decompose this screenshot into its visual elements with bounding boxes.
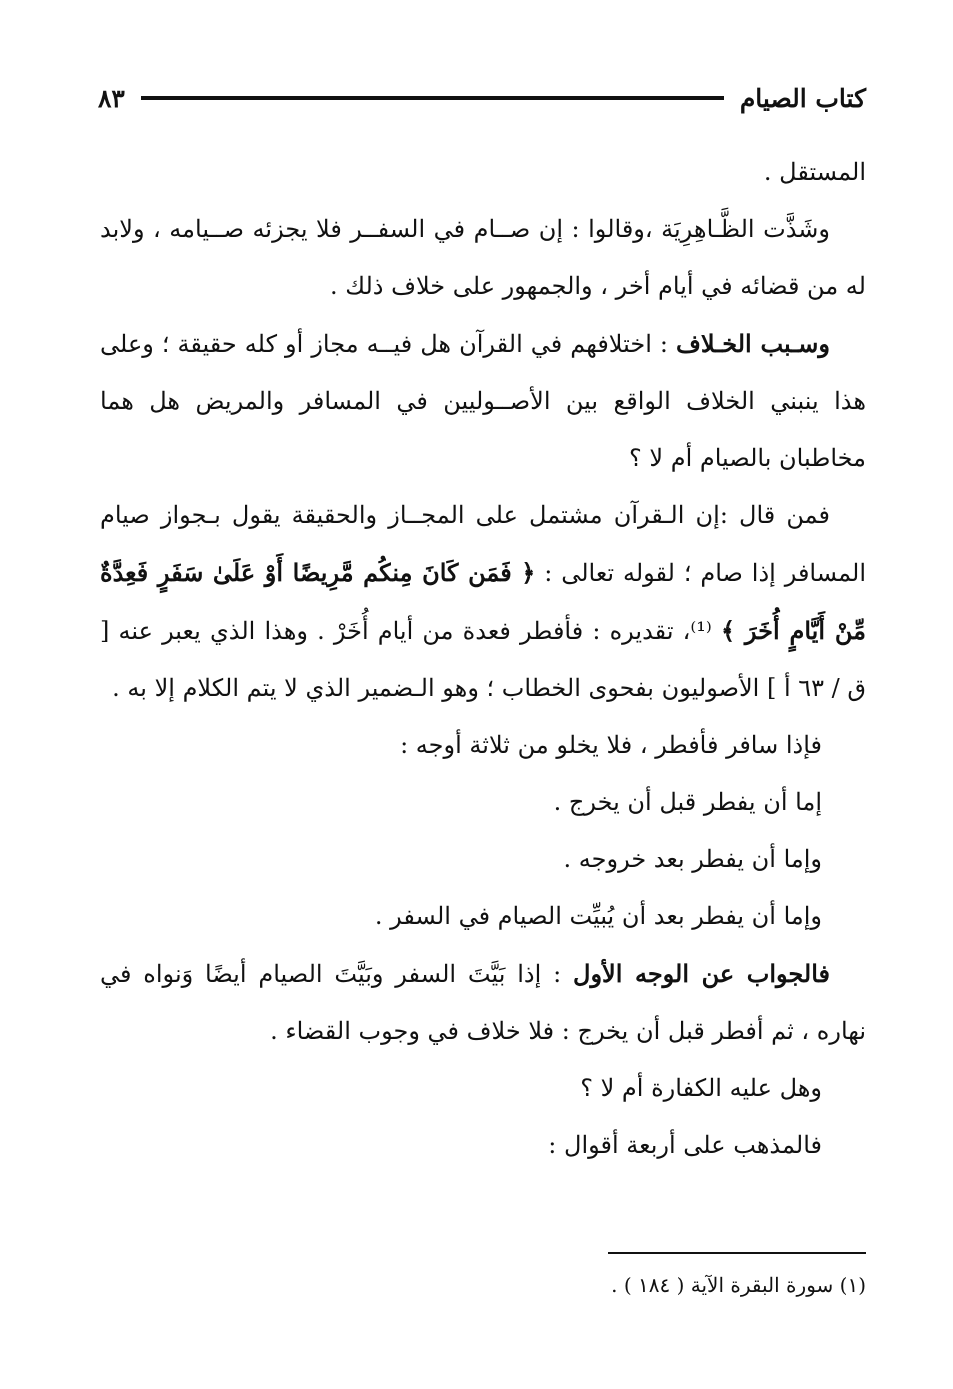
paragraph-cause-of-disagreement bbox=[100, 315, 866, 487]
header-rule bbox=[141, 96, 724, 100]
list-item: إما أن يفطر قبل أن يخرج . bbox=[553, 788, 822, 816]
footnote-rule bbox=[608, 1252, 866, 1254]
paragraph-text: : اختلافهم في القرآن هل فيــه مجاز أو كله حقيقة ؛ وعلى هذا ينبني الخلاف الواقع بين الأصــوليين في المسافر والمريض هل هما مخاطبان بالصيام أم لا ؟ bbox=[100, 330, 866, 472]
paragraph-text: فمن قال :إن الـقرآن مشتمل على المجــاز والحقيقة يقول بـجواز صيام المسافر إذا صام ؛ لقوله تعالى : bbox=[100, 501, 867, 587]
paragraph-text: ⁽¹⁾، تقديره : فأفطر فعدة من أيام أُخَرْ . وهذا الذي يعبر عنه [ ق / ٦٣ أ ] الأصوليون بفحوى الخطاب ؛ وهو الـضمير الذي لا يتم الكلام إلا به . bbox=[100, 617, 866, 702]
paragraph-quran-verse bbox=[100, 487, 866, 717]
list-item: وإما أن يفطر بعد خروجه . bbox=[563, 845, 822, 873]
running-title: كتاب الصيام bbox=[739, 83, 866, 113]
page-number: ٨٣ bbox=[98, 83, 125, 113]
paragraph-continuation: المستقل . bbox=[763, 158, 866, 186]
page-header bbox=[98, 78, 866, 118]
paragraph-zahiriyya: وشَذَّت الظَّـاهِرِيَة ،وقالوا : إن صــام في السفــر فلا يجزئه صــيامه ، ولابد له من قضائه في أيام أخر ، والجمهور على خلاف ذلك . bbox=[100, 215, 866, 300]
quran-verse: ﴿ فَمَن كَانَ مِنكُم مَّرِيضًا أَوْ عَلَىٰ سَفَرٍ فَعِدَّةٌ مِّنْ أَيَّامٍ أُخَرَ ﴾ bbox=[100, 558, 867, 645]
madhhab-line: فالمذهب على أربعة أقوال : bbox=[548, 1131, 822, 1159]
paragraph-text: : إذا بَيَّتَ السفر وبَيَّتَ الصيام أيضًا وَنواه في نهاره ، ثم أفطر قبل أن يخرج : فلا خلاف في وجوب القضاء . bbox=[100, 960, 866, 1045]
paragraph-first-case bbox=[100, 945, 866, 1060]
paragraph-lead-heading: فالجواب عن الوجه الأول bbox=[573, 959, 830, 988]
main-text bbox=[100, 144, 866, 1174]
footnote: (١) سورة البقرة الآية ( ١٨٤ ) . bbox=[611, 1273, 866, 1297]
list-item: وإما أن يفطر بعد أن يُبيِّت الصيام في السفر . bbox=[374, 902, 822, 930]
question-line: وهل عليه الكفارة أم لا ؟ bbox=[580, 1074, 822, 1102]
paragraph-lead-heading: وسـبب الخـلاف bbox=[676, 329, 830, 358]
list-intro: فإذا سافر فأفطر ، فلا يخلو من ثلاثة أوجه : bbox=[400, 731, 822, 759]
